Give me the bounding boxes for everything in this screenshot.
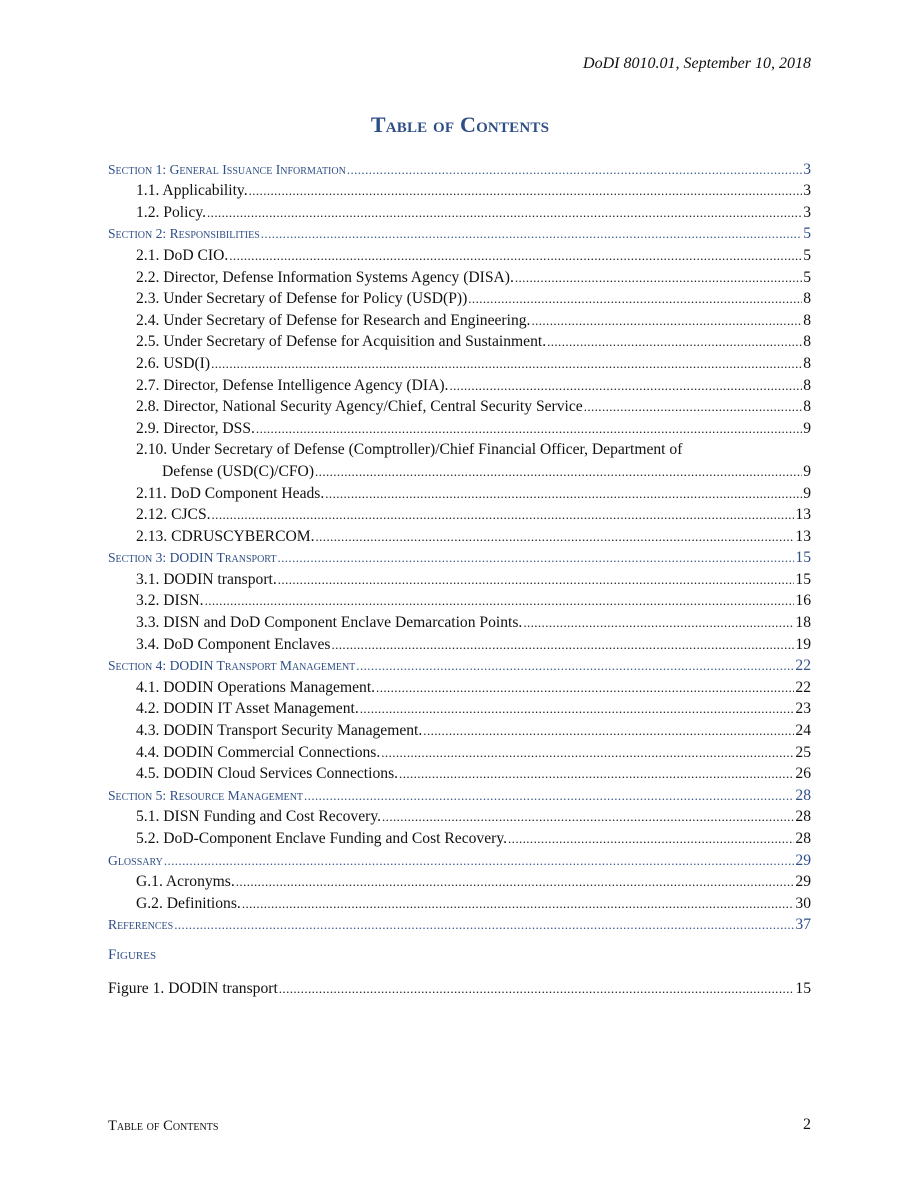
toc-entry-label: 2.9. Director, DSS. — [136, 419, 255, 437]
toc-entry[interactable] — [108, 287, 811, 309]
toc-entry[interactable] — [108, 762, 811, 784]
toc-entry[interactable] — [108, 524, 811, 546]
toc-entry-page: 3 — [803, 160, 811, 178]
toc-entry-page: 18 — [795, 614, 811, 632]
toc-entry[interactable] — [108, 870, 811, 892]
toc-entry-label: 3.2. DISN. — [136, 592, 204, 610]
toc-entry[interactable] — [108, 589, 811, 611]
toc-entry[interactable] — [108, 459, 811, 481]
toc-entry-label: 2.3. Under Secretary of Defense for Policy (USD(P)) — [136, 290, 468, 308]
toc-entry[interactable] — [108, 805, 811, 827]
toc-leader-dots — [164, 852, 795, 870]
toc-entry-label: Section 5: Resource Management — [108, 787, 304, 803]
toc-entry[interactable] — [108, 330, 811, 352]
toc-entry-page: 15 — [795, 570, 811, 588]
toc-entry[interactable] — [108, 697, 811, 719]
toc-leader-dots — [347, 161, 802, 179]
toc-entry-label: 2.13. CDRUSCYBERCOM. — [136, 527, 315, 545]
toc-entry-page: 29 — [795, 873, 811, 891]
toc-leader-dots — [249, 182, 803, 200]
toc-title: Table of Contents — [370, 112, 550, 137]
toc-entry-page: 8 — [803, 311, 811, 329]
toc-entry-label: 3.4. DoD Component Enclaves — [136, 635, 331, 653]
toc-entry-page: 5 — [803, 268, 811, 286]
toc-leader-dots — [242, 895, 795, 913]
toc-leader-dots — [381, 744, 794, 762]
toc-leader-dots — [174, 916, 794, 934]
toc-entry[interactable] — [108, 675, 811, 697]
toc-entry[interactable] — [108, 265, 811, 287]
table-of-contents — [108, 157, 811, 998]
toc-entry-label: 4.3. DODIN Transport Security Management. — [136, 722, 423, 740]
toc-entry-label: 2.8. Director, National Security Agency/Chief, Central Security Service — [136, 398, 583, 416]
toc-entry[interactable] — [108, 416, 811, 438]
toc-entry-page: 15 — [795, 979, 811, 997]
toc-entry[interactable] — [108, 848, 811, 870]
toc-leader-dots — [376, 679, 794, 697]
toc-leader-dots — [236, 873, 795, 891]
toc-entry[interactable] — [108, 222, 811, 244]
toc-entry-page: 25 — [795, 743, 811, 761]
toc-entry[interactable] — [108, 654, 811, 676]
toc-entries — [108, 157, 811, 934]
figures-heading: Figures — [108, 947, 157, 964]
toc-entry-page: 15 — [795, 549, 811, 567]
toc-entry-label: 2.7. Director, Defense Intelligence Agency (DIA). — [136, 376, 449, 394]
toc-entry-label: 5.1. DISN Funding and Cost Recovery. — [136, 808, 382, 826]
toc-leader-dots — [211, 355, 802, 373]
toc-entry[interactable] — [108, 351, 811, 373]
toc-leader-dots — [423, 722, 794, 740]
toc-entry-label: Section 3: DODIN Transport — [108, 550, 277, 566]
toc-entry[interactable] — [108, 891, 811, 913]
toc-entry-label: 4.5. DODIN Cloud Services Connections. — [136, 765, 399, 783]
toc-entry[interactable] — [108, 610, 811, 632]
toc-entry-page: 37 — [795, 916, 811, 934]
toc-leader-dots — [331, 636, 794, 654]
toc-entry[interactable] — [108, 481, 811, 503]
figures-list — [108, 976, 811, 998]
toc-entry-label: G.2. Definitions. — [136, 894, 241, 912]
toc-entry-label: 4.4. DODIN Commercial Connections. — [136, 743, 381, 761]
toc-leader-dots — [515, 269, 802, 287]
toc-entry-page: 13 — [795, 527, 811, 545]
toc-entry[interactable] — [108, 826, 811, 848]
toc-entry-page: 22 — [795, 657, 811, 675]
toc-entry-label: Figure 1. DODIN transport — [108, 979, 278, 997]
toc-entry-label: 2.5. Under Secretary of Defense for Acquisition and Sustainment. — [136, 333, 547, 351]
toc-leader-dots — [508, 830, 794, 848]
toc-leader-dots — [531, 312, 802, 330]
figure-entry[interactable] — [108, 976, 811, 998]
toc-leader-dots — [468, 290, 802, 308]
toc-entry[interactable] — [108, 373, 811, 395]
toc-entry-page: 28 — [795, 830, 811, 847]
toc-leader-dots — [212, 506, 795, 524]
toc-entry-label: Section 1: General Issuance Information — [108, 161, 346, 177]
toc-leader-dots — [584, 398, 803, 416]
toc-entry-label: References — [108, 917, 174, 933]
toc-leader-dots — [256, 420, 802, 438]
footer-section-title: Table of Contents — [108, 1118, 219, 1134]
toc-entry-page: 5 — [803, 246, 811, 264]
toc-entry-label: 2.4. Under Secretary of Defense for Research and Engineering. — [136, 311, 531, 329]
toc-entry-page: 5 — [803, 225, 811, 243]
toc-entry-label: Section 2: Responsibilities — [108, 226, 260, 242]
toc-entry[interactable] — [108, 632, 811, 654]
toc-entry[interactable] — [108, 740, 811, 762]
toc-leader-dots — [325, 485, 802, 503]
toc-leader-dots — [304, 787, 794, 805]
toc-leader-dots — [547, 333, 802, 351]
toc-entry[interactable] — [108, 913, 811, 935]
toc-entry-label: Section 4: DODIN Transport Management — [108, 658, 356, 674]
toc-entry-page: 8 — [803, 333, 811, 351]
toc-entry[interactable] — [108, 179, 811, 201]
toc-entry[interactable] — [108, 395, 811, 417]
toc-entry[interactable] — [108, 783, 811, 805]
document-header: DoDI 8010.01, September 10, 2018 — [583, 55, 811, 72]
toc-leader-dots — [356, 657, 794, 675]
toc-leader-dots — [261, 225, 802, 243]
toc-entry-page: 23 — [795, 700, 811, 718]
toc-leader-dots — [205, 592, 795, 610]
toc-entry-page: 3 — [803, 203, 811, 221]
toc-entry-page: 13 — [795, 506, 811, 524]
toc-entry-label: 2.10. Under Secretary of Defense (Comptroller)/Chief Financial Officer, Department of — [136, 441, 683, 459]
toc-leader-dots — [523, 614, 794, 632]
toc-entry-page: 26 — [795, 765, 811, 783]
toc-entry-page: 28 — [795, 808, 811, 826]
toc-entry-page: 28 — [795, 786, 811, 804]
toc-entry[interactable] — [108, 157, 811, 179]
toc-entry-label: 2.6. USD(I) — [136, 354, 211, 372]
toc-entry-page: 3 — [803, 182, 811, 200]
toc-entry-page: 29 — [795, 851, 811, 869]
toc-entry[interactable] — [108, 503, 811, 525]
toc-entry-label: 3.1. DODIN transport. — [136, 570, 277, 588]
toc-leader-dots — [360, 700, 795, 718]
toc-entry-page: 24 — [795, 722, 811, 740]
toc-entry-page: 8 — [803, 354, 811, 372]
toc-entry-label: Defense (USD(C)/CFO) — [162, 462, 315, 480]
toc-entry-page: 22 — [795, 678, 811, 696]
toc-entry-page: 9 — [803, 419, 811, 437]
toc-entry-page: 8 — [803, 398, 811, 416]
toc-entry-page: 9 — [803, 462, 811, 480]
toc-entry-label: 3.3. DISN and DoD Component Enclave Demarcation Points. — [136, 614, 523, 632]
toc-leader-dots — [279, 980, 795, 998]
toc-entry-label: 2.2. Director, Defense Information Systems Agency (DISA). — [136, 268, 514, 286]
toc-entry-label: 4.1. DODIN Operations Management. — [136, 678, 376, 696]
toc-entry[interactable] — [108, 243, 811, 265]
toc-entry[interactable] — [108, 308, 811, 330]
toc-entry-page: 16 — [795, 592, 811, 610]
toc-entry[interactable] — [108, 200, 811, 222]
toc-leader-dots — [278, 571, 795, 589]
toc-entry-label: 4.2. DODIN IT Asset Management. — [136, 700, 359, 718]
toc-entry-page: 8 — [803, 376, 811, 394]
page-number: 2 — [803, 1116, 811, 1133]
toc-entry-label: 1.1. Applicability. — [136, 182, 248, 200]
toc-entry-label: 1.2. Policy. — [136, 203, 207, 221]
toc-entry-label: G.1. Acronyms. — [136, 873, 235, 891]
toc-leader-dots — [449, 377, 802, 395]
toc-leader-dots — [277, 549, 794, 567]
toc-entry[interactable] — [108, 718, 811, 740]
toc-entry[interactable] — [108, 546, 811, 568]
toc-leader-dots — [316, 528, 795, 546]
toc-entry-page: 19 — [795, 635, 811, 653]
toc-entry-label: 2.12. CJCS. — [136, 506, 211, 524]
toc-leader-dots — [399, 765, 794, 783]
toc-entry[interactable] — [108, 567, 811, 589]
toc-entry-label: 2.11. DoD Component Heads. — [136, 484, 325, 502]
toc-entry-label: 2.1. DoD CIO. — [136, 246, 229, 264]
toc-leader-dots — [315, 463, 802, 481]
toc-entry-page: 9 — [803, 484, 811, 502]
toc-entry-page: 30 — [795, 894, 811, 912]
toc-entry-label: 5.2. DoD-Component Enclave Funding and Cost Recovery. — [136, 830, 508, 847]
toc-entry-page: 8 — [803, 290, 811, 308]
toc-entry-label: Glossary — [108, 852, 163, 868]
toc-leader-dots — [382, 808, 794, 826]
toc-leader-dots — [207, 204, 802, 222]
toc-entry[interactable] — [108, 438, 811, 460]
toc-leader-dots — [229, 247, 802, 265]
